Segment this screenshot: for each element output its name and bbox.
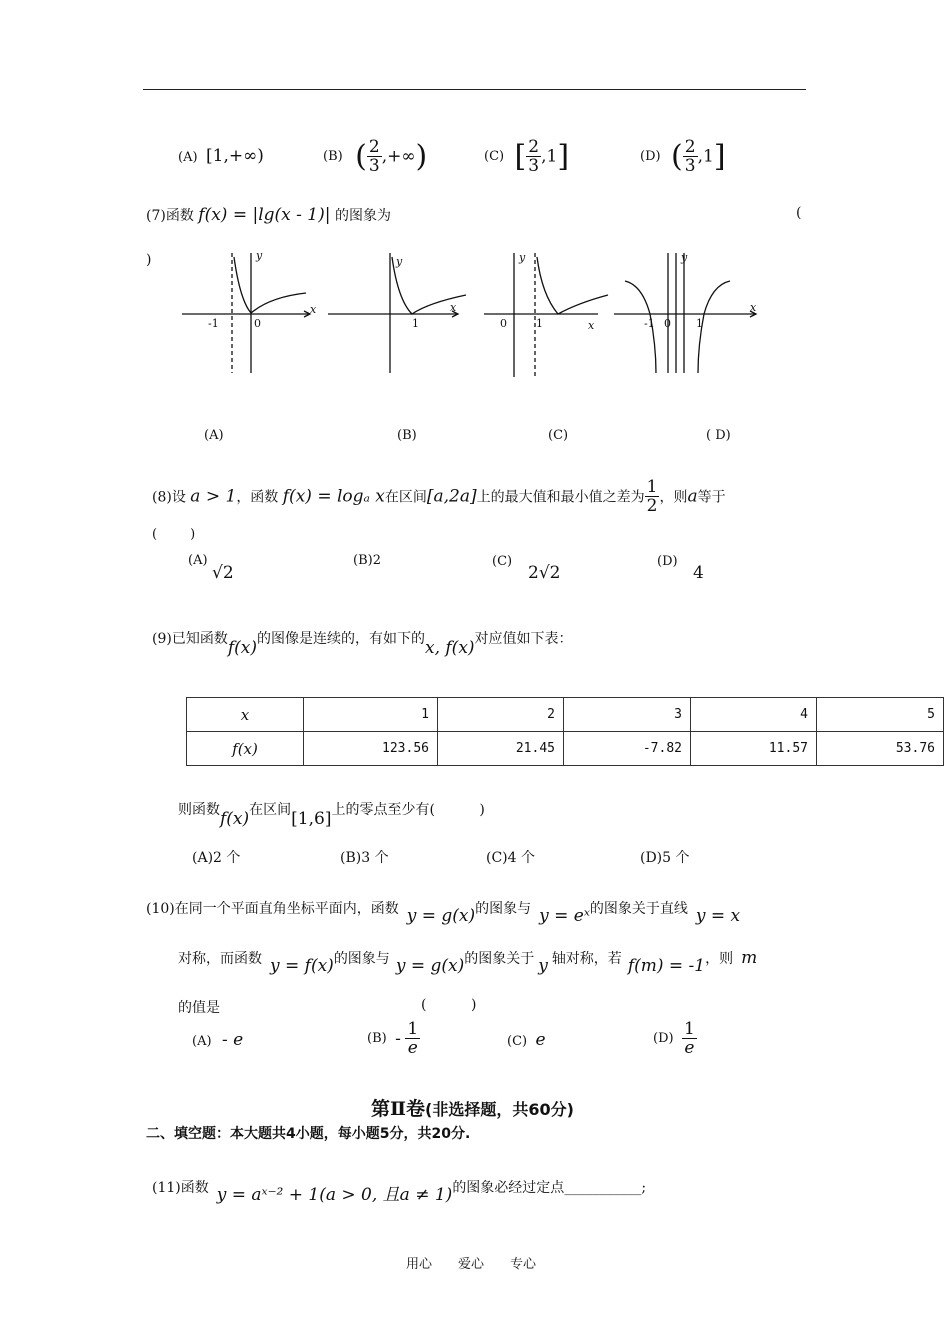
option-value: e [535, 1030, 546, 1050]
q10-f1: y = g(x) [406, 906, 476, 926]
option-tail: ,+∞ [381, 146, 416, 167]
option-tail: ,1 [697, 146, 714, 167]
option-label: (B) [367, 1031, 387, 1046]
q10-mid1: 的图象与 [475, 901, 532, 917]
q7-formula: f(x) = |lg(x - 1)| [198, 205, 331, 225]
q7-suffix: 的图象为 [334, 208, 391, 224]
section2-title [371, 1094, 574, 1121]
option-tail: ,1 [541, 146, 558, 167]
graph-label-b: (B) [397, 428, 417, 443]
q9-after-interval: [1,6] [291, 809, 332, 829]
header-rule [143, 89, 806, 90]
q9-stem [152, 628, 573, 658]
graph-c-tick-1: 1 [536, 317, 543, 330]
q10-prefix: (10)在同一个平面直角坐标平面内，函数 [146, 901, 399, 917]
q9-option-a: (A)2 个 [192, 850, 241, 866]
q10-f2: y = eˣ [539, 906, 590, 926]
graph-a-x-label: x [310, 303, 317, 316]
q9-prefix: (9)已知函数 [152, 631, 228, 647]
q9-after-prefix: 则函数 [178, 802, 220, 818]
q10-mid4: 的图象关于 [464, 951, 535, 967]
q9-f1: f(x) [227, 638, 257, 658]
graph-d-tick-0: 0 [664, 317, 671, 330]
graph-c-tick-0: 0 [500, 317, 507, 330]
q7-prefix: (7)函数 [146, 208, 194, 224]
graph-c-y-label: y [519, 251, 526, 264]
section-title: 第Ⅱ卷 [371, 1098, 426, 1120]
section-title-note: (非选择题，共60分) [425, 1100, 574, 1119]
q8-prefix: (8)设 [152, 489, 186, 506]
frac-denominator: 2 [646, 496, 658, 516]
q7-paren-open: ( [796, 205, 802, 221]
q6-option-b: (B) ( $\frac{2}{3}$ ,+∞) [323, 137, 428, 176]
graph-c-x-label: x [588, 319, 595, 332]
graph-c-curve [537, 257, 608, 314]
q9-option-d: (D)5 个 [640, 850, 690, 866]
frac-denominator: e [684, 1038, 695, 1058]
frac-numerator: 2 [528, 137, 540, 157]
q10-var-m: m [741, 948, 758, 968]
page-footer: 用心 爱心 专心 [406, 1257, 537, 1272]
q10-mid6: ，则 [705, 951, 734, 967]
q10-f6: f(m) = -1 [627, 956, 706, 976]
q9-after-f: f(x) [220, 809, 250, 829]
option-label: (B) [323, 149, 343, 164]
q6-option-d: (D) ( $\frac{2}{3}$ ,1] [640, 137, 726, 176]
row-header-x: x [187, 698, 304, 732]
q11-blank: ___________; [564, 1180, 647, 1196]
option-label: (D) [653, 1031, 674, 1046]
frac-numerator: 1 [646, 477, 658, 497]
option-label: (C) [507, 1034, 528, 1049]
option-label: (C) [492, 554, 513, 569]
graph-a-y-label: y [256, 249, 263, 262]
graph-b-tick-1: 1 [412, 317, 419, 330]
q10-line1 [146, 898, 741, 926]
q7-graphs [170, 245, 770, 385]
q10-option-a [192, 1030, 243, 1050]
q9-after-suffix: 上的零点至少有( ) [331, 802, 485, 818]
graph-d-tick-1: 1 [696, 317, 703, 330]
q11-formula: y = aˣ⁻² + 1(a > 0, 且a ≠ 1) [216, 1185, 453, 1205]
cell-fx: -7.82 [564, 732, 691, 766]
q10-mid5: 轴对称，若 [551, 951, 622, 967]
graph-a-tick-minus1: -1 [208, 317, 219, 330]
q8-stem [152, 478, 726, 515]
cell-x: 1 [304, 698, 438, 732]
row-header-fx: f(x) [187, 732, 304, 766]
q10-f5: y = g(x) [395, 956, 465, 976]
q11-prefix: (11)函数 [152, 1180, 209, 1196]
q8-paren: ( ) [152, 527, 196, 542]
q8-mid3: 上的最大值和最小值之差为 [476, 489, 645, 506]
q8-option-b: (B)2 [353, 553, 381, 568]
q8-var: a [687, 486, 698, 507]
q8-option-d [657, 553, 704, 583]
q10-line2-prefix: 对称，而函数 [178, 951, 262, 967]
table-row [187, 732, 944, 766]
graph-a-tick-0: 0 [254, 317, 261, 330]
option-label: (C) [484, 149, 505, 164]
q8-interval: [a,2a] [426, 486, 477, 507]
q10-option-d [653, 1020, 697, 1057]
cell-x: 4 [691, 698, 817, 732]
section2-subtitle: 二、填空题：本大题共4小题，每小题5分，共20分. [146, 1126, 471, 1142]
graph-label-a: (A) [204, 428, 224, 443]
option-value: - e [222, 1030, 244, 1050]
frac-denominator: e [407, 1038, 418, 1058]
q6-option-a [178, 146, 264, 166]
frac-numerator: 2 [368, 137, 380, 157]
q7-paren-close: ) [146, 252, 152, 268]
frac-denominator: 3 [368, 156, 380, 176]
cell-x: 2 [438, 698, 564, 732]
q7-stem [146, 205, 391, 225]
q8-cond: a > 1 [190, 486, 237, 507]
q9-pair: x, f(x) [425, 638, 475, 658]
option-label: (A) [192, 1034, 212, 1049]
option-value: √2 [212, 563, 234, 583]
q9-after-mid: 在区间 [249, 802, 292, 818]
q10-mid3: 的图象与 [333, 951, 390, 967]
q8-mid2: 在区间 [384, 489, 427, 506]
frac-numerator: 1 [407, 1019, 419, 1039]
q9-option-b: (B)3 个 [340, 850, 389, 866]
q11-suffix: 的图象必经过定点 [452, 1180, 565, 1196]
cell-fx: 123.56 [304, 732, 438, 766]
q9-suffix: 对应值如下表： [474, 631, 573, 647]
graph-d-x-label: x [750, 301, 757, 314]
q11-stem [152, 1172, 647, 1205]
graph-d-tick-minus1: -1 [644, 317, 655, 330]
q10-option-b [367, 1020, 420, 1057]
frac-denominator: 3 [528, 156, 540, 176]
q10-line2 [178, 948, 758, 976]
q10-var-y: y [538, 956, 548, 976]
graph-d-y-label: y [681, 251, 688, 264]
cell-x: 3 [564, 698, 691, 732]
q10-f3: y = x [695, 906, 741, 926]
frac-numerator: 1 [684, 1019, 695, 1039]
q8-option-c [492, 553, 561, 583]
q8-option-a [188, 553, 234, 583]
cell-fx: 21.45 [438, 732, 564, 766]
graph-b-y-label: y [396, 255, 403, 268]
option-sign: - [395, 1028, 401, 1049]
q8-formula: f(x) = logₐ x [282, 486, 385, 507]
q9-option-c: (C)4 个 [486, 850, 535, 866]
q8-mid4: ，则 [659, 489, 688, 506]
q10-option-c [507, 1030, 546, 1050]
option-expr: [1,+∞) [206, 146, 264, 166]
option-value: 2√2 [528, 563, 561, 583]
q10-line3: 的值是 [178, 1000, 220, 1016]
q9-table [186, 697, 944, 766]
cell-fx: 53.76 [817, 732, 944, 766]
table-row [187, 698, 944, 732]
option-label: (D) [640, 149, 661, 164]
option-label: (D) [657, 554, 678, 569]
option-label: (A) [188, 553, 208, 568]
q9-followup [178, 799, 485, 829]
frac-numerator: 2 [684, 137, 696, 157]
graph-b-x-label: x [450, 301, 457, 314]
q10-f4: y = f(x) [270, 956, 334, 976]
option-value: 4 [693, 563, 704, 583]
q8-fraction [645, 478, 660, 515]
q8-mid1: ，函数 [236, 489, 279, 506]
q10-paren: ( ) [421, 997, 477, 1013]
graph-label-d: ( D) [706, 428, 731, 443]
frac-denominator: 3 [684, 156, 696, 176]
q6-option-c: (C) [ $\frac{2}{3}$ ,1] [484, 137, 570, 176]
graph-a-curve [234, 257, 306, 313]
q8-suffix: 等于 [697, 489, 726, 506]
q9-mid: 的图像是连续的，有如下的 [257, 631, 425, 647]
graph-label-c: (C) [548, 428, 569, 443]
cell-x: 5 [817, 698, 944, 732]
q10-mid2: 的图象关于直线 [589, 901, 688, 917]
cell-fx: 11.57 [691, 732, 817, 766]
option-label: (A) [178, 150, 198, 165]
